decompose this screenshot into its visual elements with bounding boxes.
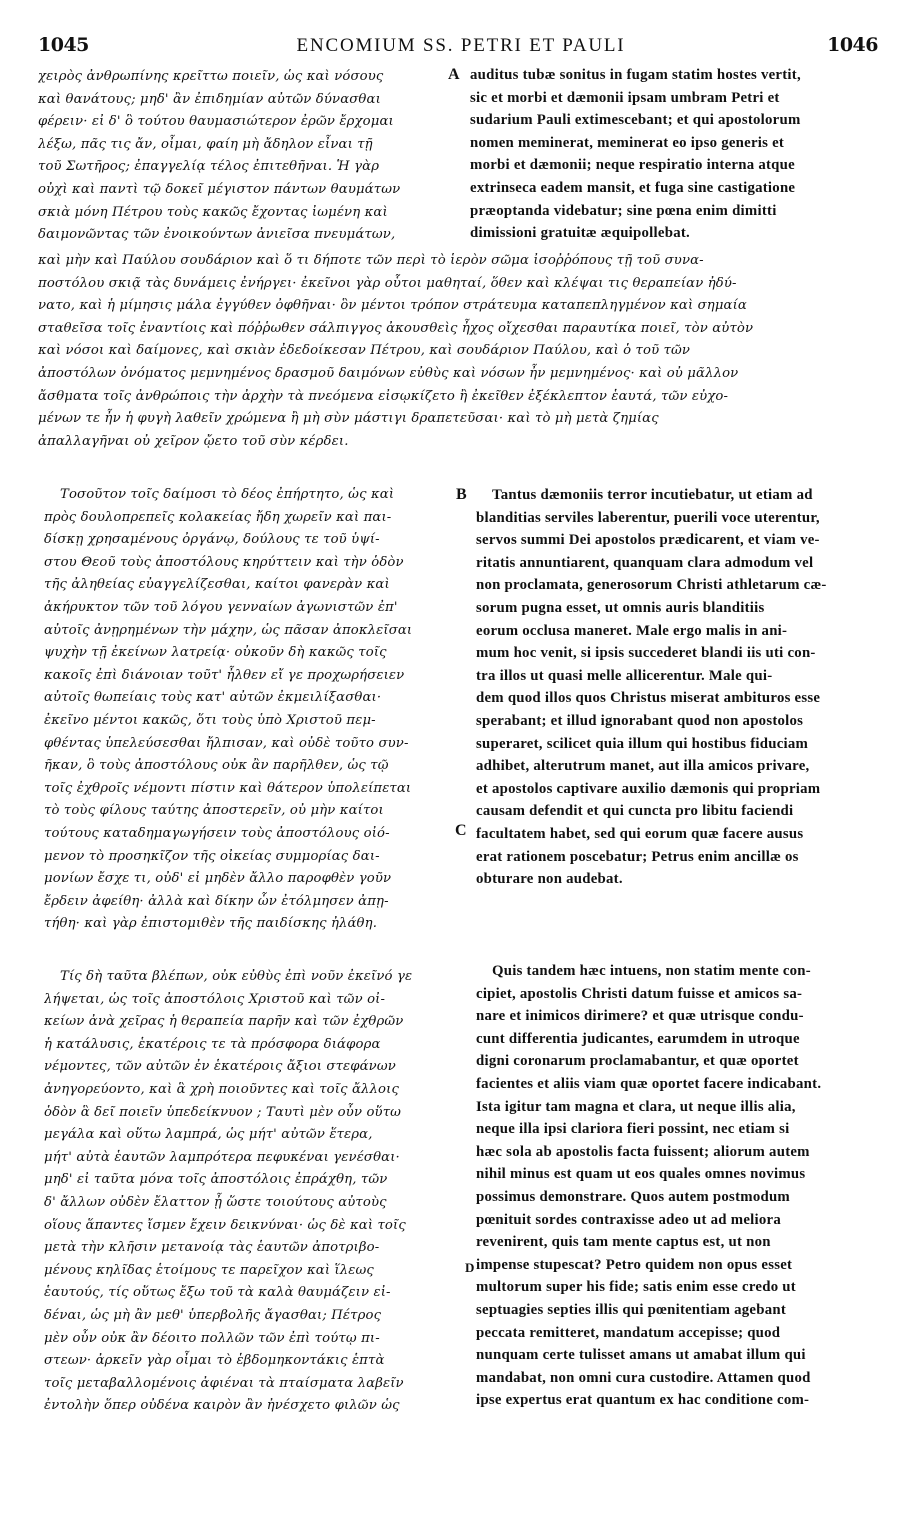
latin-c-line: [476, 1186, 892, 1209]
line-text: στεων· ἀρκεῖν γὰρ οἶμαι τὸ ἑβδομηκοντάκις ἑπτὰ: [44, 1353, 385, 1369]
greek-c-line: [44, 1305, 466, 1328]
latin-b-line: [476, 710, 892, 733]
latin-b-line: [476, 733, 892, 756]
greek-full-line: [38, 408, 888, 431]
line-text: ἡ κατάλυσις, ἑκατέροις τε τὰ πρόσφορα διάφορα: [44, 1036, 381, 1052]
line-text: μονίων ἔσχε τι, οὐδ' εἰ μηδὲν ἄλλο παροφθὲν γοῦν: [44, 871, 392, 887]
line-text: cunt differentia judicantes, earumdem in utroque: [476, 1030, 800, 1047]
line-text: ἐντολὴν ὅπερ οὐδένα καιρὸν ἂν ἠνέσχετο φιλῶν ὡς: [44, 1398, 400, 1414]
line-text: τὸ τοὺς φίλους ταύτης ἀποστερεῖν, οὐ μὴν καίτοι: [44, 803, 384, 819]
page-number-left: 1045: [38, 34, 89, 56]
greek-full-line: [38, 363, 888, 386]
line-text: auditus tubæ sonitus in fugam statim hostes vertit,: [470, 67, 801, 83]
line-text: sic et morbi et dæmonii ipsam umbram Petri et: [470, 89, 780, 106]
greek-b-line: [44, 823, 466, 846]
greek-b-line: [44, 665, 466, 688]
line-text: peccata remitteret, mandatum accepisse; quod: [476, 1324, 781, 1341]
latin-c-line: [476, 1344, 892, 1367]
line-text: σταθεῖσα τοῖς ἐναντίοις καὶ πόῤῥωθεν σάλπιγγος ἀκουσθεὶς ἦχος οἴχεσθαι παραυτίκα ποιεῖ, τὸν αὐτὸν: [38, 320, 754, 336]
greek-c-line: [44, 989, 466, 1012]
latin-c-line: [476, 1163, 892, 1186]
latin-c-line: [476, 1050, 892, 1073]
greek-column-a: [38, 66, 468, 247]
greek-b-line: [44, 552, 466, 575]
latin-b-line: [476, 642, 892, 665]
line-text: Τίς δὴ ταῦτα βλέπων, οὐκ εὐθὺς ἐπὶ νοῦν ἐκεῖνό γε: [60, 969, 413, 984]
greek-c-line: [44, 1192, 466, 1215]
latin-a-line: [470, 64, 885, 87]
line-text: non proclamata, generosorum Christi athletarum cæ-: [476, 577, 827, 594]
line-text: οὐχὶ καὶ παντὶ τῷ δοκεῖ μέγιστον πάντων θαυμάτων: [38, 181, 401, 197]
greek-full-line: [38, 318, 888, 341]
greek-a-line: [38, 202, 468, 225]
line-text: χειρὸς ἀνθρωπίνης κρεῖττω ποιεῖν, ὡς καὶ νόσους: [38, 69, 384, 84]
line-text: ἀκήρυκτον τῶν τοῦ λόγου γενναίων ἀγωνιστῶν ἐπ': [44, 599, 398, 615]
latin-b-line: [476, 552, 892, 575]
line-text: δέναι, ὡς μὴ ἂν μεθ' ὑπερβολῆς ἄγασθαι; Πέτρος: [44, 1307, 382, 1323]
greek-full-line: [38, 386, 888, 409]
greek-c-line: [44, 1282, 466, 1305]
greek-column-c: [44, 966, 466, 1418]
line-text: λήψεται, ὡς τοῖς ἀποστόλοις Χριστοῦ καὶ τῶν οἰ-: [44, 991, 386, 1007]
latin-a-line: [470, 109, 885, 132]
latin-c-line: [476, 1276, 892, 1299]
line-text: sperabant; et illud ignorabant quod non apostolos: [476, 712, 804, 729]
line-text: ἔρδειν ἀφείθη· ἀλλὰ καὶ δίκην ὧν ἐτόλμησεν ἀπῃ-: [44, 893, 389, 909]
greek-full-line: [38, 273, 888, 296]
latin-c-line: [476, 1096, 892, 1119]
latin-b-line: [476, 529, 892, 552]
latin-a-line: [470, 222, 885, 245]
line-text: ποστόλου σκιᾷ τὰς δυνάμεις ἐνήργει· ἐκεῖνοι γὰρ οὗτοι μαθηταί, ὅθεν καὶ κλέψαι τις θεραπείαν ἠδύ-: [38, 275, 737, 291]
latin-a-line: [470, 200, 885, 223]
greek-c-line: [44, 1215, 466, 1238]
latin-b-line: [476, 507, 892, 530]
line-text: facultatem habet, sed qui eorum quæ facere ausus: [476, 825, 804, 842]
line-text: μεγάλα καὶ οὕτω λαμπρά, ὡς μήτ' αὐτῶν ἕτερα,: [44, 1127, 373, 1143]
line-text: ipse expertus erat quantum ex hac conditione com-: [476, 1392, 810, 1409]
line-text: αὐτοῖς ἀνῃρημένων τὴν μάχην, ὡς πᾶσαν ἀποκλεῖσαι: [44, 622, 413, 638]
line-text: τοῦ Σωτῆρος; ἐπαγγελίᾳ τέλος ἐπιτεθῆναι. Ἡ γὰρ: [38, 159, 380, 175]
line-text: σκιὰ μόνη Πέτρου τοὺς κακῶς ἔχοντας ἰωμένη καὶ: [38, 204, 388, 220]
greek-c-line: [44, 1373, 466, 1396]
line-text: ἐκεῖνο μέντοι κακῶς, ὅτι τοὺς ὑπὸ Χριστοῦ πεμ-: [44, 712, 376, 728]
greek-c-line: [44, 1124, 466, 1147]
greek-c-line: [44, 1260, 466, 1283]
line-text: obturare non audebat.: [476, 871, 623, 888]
greek-b-line: [44, 620, 466, 643]
greek-b-line: [44, 800, 466, 823]
latin-column-b: [476, 484, 892, 891]
latin-a-line: [470, 177, 885, 200]
latin-c-line: [476, 960, 892, 983]
line-text: ἑαυτούς, τίς οὕτως ἔξω τοῦ τὰ καλὰ θαυμάζειν εἰ-: [44, 1285, 391, 1301]
greek-a-line: [38, 66, 468, 89]
greek-b-line: [44, 710, 466, 733]
line-text: morbi et dæmonii; neque respiratio interna atque: [470, 157, 795, 174]
latin-b-line: [476, 868, 892, 891]
greek-c-line: [44, 1011, 466, 1034]
line-text: neque illa ipsi clariora fieri possint, nec etiam si: [476, 1121, 790, 1138]
line-text: mum hoc venit, si ipsis succederet blandi iis uti con-: [476, 645, 816, 662]
greek-c-line: [44, 1102, 466, 1125]
greek-c-line: [44, 1328, 466, 1351]
running-title: ENCOMIUM SS. PETRI ET PAULI: [296, 35, 626, 56]
greek-full-line: [38, 250, 888, 273]
latin-b-line: [476, 665, 892, 688]
greek-b-line: [44, 484, 466, 507]
page-number-right: 1046: [827, 34, 878, 56]
line-text: multorum super his fide; satis enim esse credo ut: [476, 1279, 796, 1296]
line-text: οἵους ἅπαντες ἴσμεν ἔχειν δεικνύναι· ὡς δὲ καὶ τοῖς: [44, 1217, 406, 1233]
greek-c-line: [44, 1350, 466, 1373]
greek-c-line: [44, 1034, 466, 1057]
section-marker-b: B: [456, 486, 467, 503]
line-text: erat rationem poscebatur; Petrus enim ancillæ os: [476, 848, 799, 865]
line-text: στου Θεοῦ τοὺς ἀποστόλους κηρύττειν καὶ τὴν ὁδὸν: [44, 554, 404, 570]
line-text: superaret, scilicet quia illum qui hostibus fiduciam: [476, 735, 809, 752]
greek-a-line: [38, 156, 468, 179]
line-text: ῆκαν, ὃ τοὺς ἀποστόλους οὐκ ἂν παρῆλθεν, ὡς τῷ: [44, 758, 389, 774]
line-text: Quis tandem hæc intuens, non statim mente con-: [492, 963, 811, 979]
latin-c-line: [476, 1367, 892, 1390]
latin-c-line: [476, 1254, 892, 1277]
latin-c-line: [476, 1322, 892, 1345]
greek-c-line: [44, 1056, 466, 1079]
greek-a-line: [38, 224, 468, 247]
greek-full-line: [38, 431, 888, 454]
greek-a-line: [38, 89, 468, 112]
latin-b-line: [476, 800, 892, 823]
section-marker-c: C: [455, 822, 467, 839]
greek-a-line: [38, 134, 468, 157]
line-text: ritatis annuntiarent, quanquam clara admodum vel: [476, 554, 814, 571]
greek-b-line: [44, 687, 466, 710]
line-text: καὶ θανάτους; μηδ' ἂν ἐπιδημίαν αὐτῶν δύνασθαι: [38, 91, 381, 107]
line-text: τῆς ἀληθείας εὐαγγελίζεσθαι, καίτοι φανερὰν καὶ: [44, 577, 390, 593]
latin-b-line: [476, 620, 892, 643]
line-text: possimus demonstrare. Quos autem postmodum: [476, 1188, 791, 1205]
line-text: κακοῖς ἐπὶ διάνοιαν τοῦτ' ἦλθεν εἴ γε προχωρήσειεν: [44, 667, 405, 683]
latin-b-line: [476, 846, 892, 869]
line-text: πρὸς δουλοπρεπεῖς κολακείας ἤδη χωρεῖν καὶ παι-: [44, 509, 392, 525]
greek-full-line: [38, 340, 888, 363]
line-text: sudarium Pauli extimescebant; et qui apostolorum: [470, 112, 801, 129]
line-text: τήθη· καὶ γὰρ ἐπιστομιθὲν τῆς παιδίσκης ἠλάθη.: [44, 916, 378, 932]
latin-b-line: [476, 597, 892, 620]
line-text: impense stupescat? Petro quidem non opus esset: [476, 1256, 793, 1273]
greek-b-line: [44, 846, 466, 869]
line-text: ἀνηγορεύοντο, καὶ ἃ χρὴ ποιοῦντες καὶ τοῖς ἄλλοις: [44, 1081, 399, 1097]
line-text: τοῖς μεταβαλλομένοις ἀφιέναι τὰ πταίσματα λαβεῖν: [44, 1375, 404, 1391]
latin-b-line: [476, 687, 892, 710]
greek-b-line: [44, 913, 466, 936]
line-text: sorum pugna esset, ut omnis auris blanditiis: [476, 599, 765, 616]
greek-b-line: [44, 529, 466, 552]
line-text: adhibet, alterutrum manet, aut illa amicos privare,: [476, 758, 810, 775]
line-text: revenirent, quis tam mente captus est, ut non: [476, 1234, 771, 1251]
line-text: facientes et aliis viam quæ oportet facere indicabant.: [476, 1075, 822, 1092]
greek-b-line: [44, 778, 466, 801]
line-text: præoptanda videbatur; sine pœna enim dimitti: [470, 202, 777, 219]
line-text: nomen meminerat, meminerat eo ipso generis et: [470, 134, 785, 151]
line-text: nihil minus est quam ut eos quales omnes novimus: [476, 1166, 806, 1183]
latin-b-line: [476, 778, 892, 801]
section-marker-d: D: [465, 1260, 475, 1275]
greek-b-line: [44, 597, 466, 620]
line-text: causam defendit et qui cuncta pro libitu faciendi: [476, 803, 794, 820]
latin-c-line: [476, 1141, 892, 1164]
line-text: servos summi Dei apostolos prædicarent, et viam ve-: [476, 532, 820, 549]
latin-c-line: [476, 1231, 892, 1254]
greek-b-line: [44, 755, 466, 778]
line-text: δίσκῃ χρησαμένους ὀργάνῳ, δούλους τε τοῦ ὑψί-: [44, 532, 380, 548]
running-header: [0, 34, 922, 60]
greek-b-line: [44, 868, 466, 891]
greek-c-line: [44, 966, 466, 989]
latin-b-line: [476, 755, 892, 778]
latin-c-line: [476, 1005, 892, 1028]
line-text: eorum occlusa maneret. Male ergo malis in ani-: [476, 622, 788, 639]
line-text: μὲν οὖν οὐκ ἂν δέοιτο πολλῶν τῶν ἐπὶ τούτῳ πι-: [44, 1330, 380, 1346]
line-text: dem quod illos quos Christus miserat ambituros esse: [476, 690, 821, 707]
greek-b-line: [44, 642, 466, 665]
line-text: λέξω, πᾶς τις ἄν, οἶμαι, φαίη μὴ ἄδηλον εἶναι τῇ: [38, 136, 373, 152]
latin-a-line: [470, 154, 885, 177]
latin-c-line: [476, 1073, 892, 1096]
latin-b-line: [476, 574, 892, 597]
line-text: nare et inimicos dirimere? et quæ utrisque condu-: [476, 1008, 804, 1025]
line-text: δ' ἄλλων οὐδὲν ἔλαττον ᾖ ὥστε τοιούτους αὐτοὺς: [44, 1194, 387, 1210]
greek-c-line: [44, 1147, 466, 1170]
line-text: φθέντας ὑπελεύσεσθαι ἤλπισαν, καὶ οὐδὲ τοῦτο συν-: [44, 735, 409, 751]
latin-column-a: [470, 64, 885, 245]
line-text: tra illos ut quasi melle allicerentur. Male qui-: [476, 667, 773, 684]
greek-c-line: [44, 1079, 466, 1102]
line-text: digni coronarum proclamabantur, et quæ oportet: [476, 1053, 799, 1070]
line-text: τοῖς ἐχθροῖς νέμοντι πίστιν καὶ θάτερον ὑπολείπεται: [44, 780, 412, 796]
line-text: Tantus dæmoniis terror incutiebatur, ut etiam ad: [492, 487, 813, 503]
latin-c-line: [476, 1028, 892, 1051]
line-text: hæc sola ab apostolis facta fuissent; aliorum autem: [476, 1143, 810, 1160]
line-text: νατο, καὶ ἡ μίμησις μάλα ἐγγύθεν ὀφθῆναι· ὃν μέντοι τρόπον στράτευμα καταπεπληγμένον καὶ σημαία: [38, 298, 747, 314]
line-text: ψυχὴν τῇ ἐκείνων λατρείᾳ· οὐκοῦν δὴ κακῶς τοῖς: [44, 645, 387, 661]
line-text: extrinseca eadem mansit, et fuga sine castigatione: [470, 179, 796, 196]
line-text: ἀπαλλαγῆναι οὐ χεῖρον ᾤετο τοῦ σὺν κέρδει.: [38, 433, 349, 449]
line-text: blanditias serviles laberentur, puerili voce uterentur,: [476, 509, 820, 526]
line-text: dimissioni gratuitæ æquipollebat.: [470, 225, 690, 242]
line-text: αὐτοῖς θωπείαις τοὺς κατ' αὐτῶν ἐκμειλίξασθαι·: [44, 690, 382, 706]
line-text: μήτ' αὐτὰ ἑαυτῶν λαμπρότερα πεφυκέναι γενέσθαι·: [44, 1149, 400, 1165]
line-text: κείων ἀνὰ χεῖρας ἡ θεραπεία παρῆν καὶ τῶν ἐχθρῶν: [44, 1014, 404, 1030]
greek-b-line: [44, 574, 466, 597]
line-text: ἀποστόλων ὀνόματος μεμνημένος δρασμοῦ δαιμόνων εὐθὺς καὶ νόσων ἦν μεμνημένος· καὶ οὐ μᾶλλον: [38, 365, 739, 381]
latin-a-line: [470, 87, 885, 110]
greek-column-b: [44, 484, 466, 936]
line-text: Ista igitur tam magna et clara, ut neque illis alia,: [476, 1098, 796, 1115]
line-text: et apostolos captivare auxilio dæmonis qui propriam: [476, 780, 821, 797]
line-text: μένων τε ἦν ἡ φυγὴ λαθεῖν χρώμενα ἢ μὴ σὺν μάστιγι δραπετεῦσαι· καὶ τὸ μὴ μετὰ ζημίας: [38, 411, 659, 427]
line-text: καὶ νόσοι καὶ δαίμονες, καὶ σκιὰν ἐδεδοίκεσαν Πέτρου, καὶ σουδάριον Παύλου, καὶ ὁ τοῦ τῶν: [38, 343, 691, 359]
latin-c-line: [476, 1299, 892, 1322]
greek-a-line: [38, 179, 468, 202]
section-marker-a: A: [448, 66, 460, 83]
latin-a-line: [470, 132, 885, 155]
line-text: μενον τὸ προσηκῖζον τῆς οἰκείας συμμορίας δαι-: [44, 848, 380, 864]
latin-b-line: [476, 484, 892, 507]
line-text: νέμοντες, τῶν αὐτῶν ἐν ἑκατέροις ἄξιοι στεφάνων: [44, 1059, 396, 1075]
line-text: ἄσθματα τοῖς ἀνθρώποις τὴν ἀρχὴν τὰ πνεόμενα εἰσῳκίζετο ἢ ἐκεῖθεν ἐξέκλεπτον ἑαυτά, τῶν εὐχο-: [38, 388, 729, 404]
latin-column-c: [476, 960, 892, 1412]
greek-b-line: [44, 507, 466, 530]
latin-c-line: [476, 983, 892, 1006]
line-text: mandabat, non omni cura custodire. Attamen quod: [476, 1369, 811, 1386]
greek-c-line: [44, 1395, 466, 1418]
line-text: pœnituit sordes contraxisse adeo ut ad meliora: [476, 1211, 781, 1228]
greek-a-line: [38, 111, 468, 134]
line-text: septuagies septies illis qui pœnitentiam agebant: [476, 1301, 787, 1318]
line-text: ὁδὸν ἃ δεῖ ποιεῖν ὑπεδείκνυον ; Ταυτὶ μὲν οὖν οὕτω: [44, 1104, 402, 1120]
line-text: cipiet, apostolis Christi datum fuisse et amicos sa-: [476, 985, 803, 1002]
greek-b-line: [44, 891, 466, 914]
line-text: nunquam certe tulisset amans ut amabat illum qui: [476, 1347, 806, 1364]
greek-full-line: [38, 295, 888, 318]
greek-full-width-passage: [38, 250, 888, 453]
greek-c-line: [44, 1169, 466, 1192]
line-text: μένους κηλῖδας ἑτοίμους τε παρεῖχον καὶ ἵλεως: [44, 1262, 374, 1278]
greek-c-line: [44, 1237, 466, 1260]
line-text: καὶ μὴν καὶ Παύλου σουδάριον καὶ ὅ τι δήποτε τῶν περὶ τὸ ἱερὸν σῶμα ἰσοῤῥόπους τῇ τοῦ συνα-: [38, 253, 704, 268]
latin-c-line: [476, 1209, 892, 1232]
line-text: φέρειν· εἰ δ' ὃ τούτου θαυμασιώτερον ἐρῶν ἔρχομαι: [38, 114, 394, 130]
latin-c-line: [476, 1118, 892, 1141]
line-text: τούτους καταδημαγωγήσειν τοὺς ἀποστόλους οἰό-: [44, 825, 390, 841]
line-text: μηδ' εἰ ταῦτα μόνα τοῖς ἀποστόλοις ἐπράχθη, τῶν: [44, 1172, 388, 1188]
line-text: μετὰ τὴν κλῆσιν μετανοίᾳ τὰς ἑαυτῶν ἀποτριβο-: [44, 1240, 380, 1256]
latin-c-line: [476, 1389, 892, 1412]
greek-b-line: [44, 733, 466, 756]
line-text: δαιμονῶντας τῶν ἐνοικούντων ἀνιεῖσα πνευμάτων,: [38, 227, 396, 243]
line-text: Τοσοῦτον τοῖς δαίμοσι τὸ δέος ἐπήρτητο, ὡς καὶ: [60, 487, 395, 502]
latin-b-line: [476, 823, 892, 846]
